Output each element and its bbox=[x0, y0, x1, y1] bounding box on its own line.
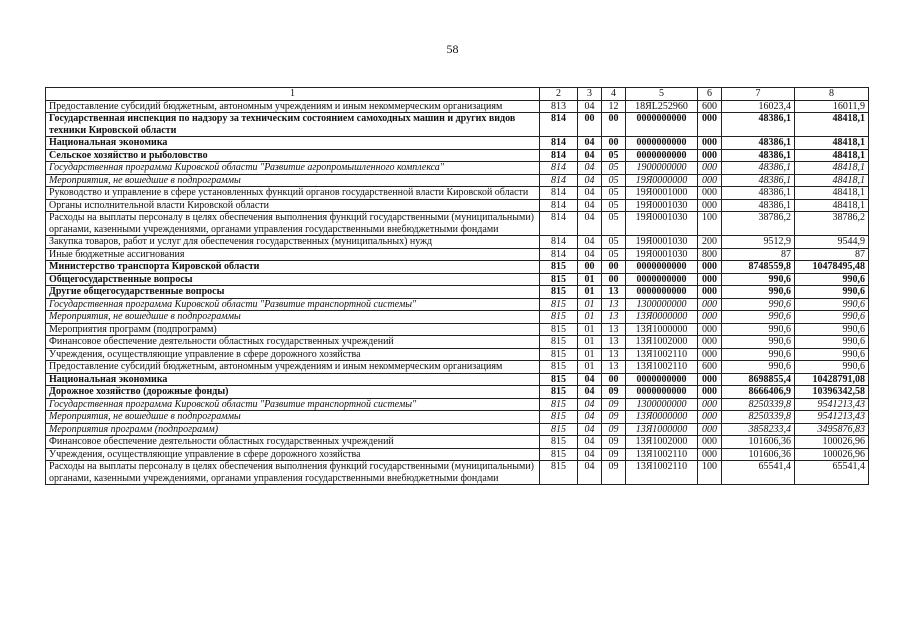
column-header: 5 bbox=[626, 88, 698, 101]
row-name-cell: Национальная экономика bbox=[46, 373, 540, 386]
row-amount-cell: 990,6 bbox=[795, 273, 869, 286]
row-expense-type-cell: 000 bbox=[698, 113, 722, 137]
row-target-code-cell: 13Я0000000 bbox=[626, 311, 698, 324]
row-subsection-cell: 00 bbox=[602, 137, 626, 150]
row-section-cell: 04 bbox=[578, 137, 602, 150]
row-code-cell: 815 bbox=[540, 273, 578, 286]
row-target-code-cell: 13Я1000000 bbox=[626, 423, 698, 436]
row-name-cell: Мероприятия программ (подпрограмм) bbox=[46, 423, 540, 436]
row-code-cell: 814 bbox=[540, 174, 578, 187]
row-amount-cell: 16011,9 bbox=[795, 100, 869, 113]
row-section-cell: 04 bbox=[578, 100, 602, 113]
row-name-cell: Органы исполнительной власти Кировской области bbox=[46, 199, 540, 212]
row-subsection-cell: 05 bbox=[602, 236, 626, 249]
row-subsection-cell: 09 bbox=[602, 398, 626, 411]
row-code-cell: 815 bbox=[540, 461, 578, 485]
row-amount-cell: 990,6 bbox=[795, 298, 869, 311]
row-target-code-cell: 0000000000 bbox=[626, 149, 698, 162]
table-row bbox=[46, 448, 869, 461]
row-subsection-cell: 13 bbox=[602, 336, 626, 349]
table-row bbox=[46, 336, 869, 349]
row-target-code-cell: 13Я1002000 bbox=[626, 336, 698, 349]
row-name-cell: Мероприятия программ (подпрограмм) bbox=[46, 323, 540, 336]
row-expense-type-cell: 000 bbox=[698, 448, 722, 461]
budget-table bbox=[45, 87, 869, 485]
row-expense-type-cell: 000 bbox=[698, 323, 722, 336]
row-section-cell: 01 bbox=[578, 311, 602, 324]
row-section-cell: 01 bbox=[578, 286, 602, 299]
row-section-cell: 01 bbox=[578, 298, 602, 311]
row-section-cell: 04 bbox=[578, 212, 602, 236]
row-amount-cell: 990,6 bbox=[722, 273, 795, 286]
row-amount-cell: 48418,1 bbox=[795, 199, 869, 212]
row-expense-type-cell: 800 bbox=[698, 248, 722, 261]
row-code-cell: 814 bbox=[540, 236, 578, 249]
row-expense-type-cell: 600 bbox=[698, 100, 722, 113]
row-code-cell: 815 bbox=[540, 323, 578, 336]
row-amount-cell: 101606,36 bbox=[722, 436, 795, 449]
row-amount-cell: 48418,1 bbox=[795, 137, 869, 150]
column-header: 2 bbox=[540, 88, 578, 101]
row-code-cell: 814 bbox=[540, 137, 578, 150]
row-section-cell: 04 bbox=[578, 187, 602, 200]
table-row bbox=[46, 261, 869, 274]
row-subsection-cell: 00 bbox=[602, 273, 626, 286]
row-code-cell: 815 bbox=[540, 286, 578, 299]
row-code-cell: 815 bbox=[540, 386, 578, 399]
row-target-code-cell: 1300000000 bbox=[626, 398, 698, 411]
page-number: 58 bbox=[446, 42, 459, 56]
row-target-code-cell: 19Я0001000 bbox=[626, 187, 698, 200]
row-section-cell: 04 bbox=[578, 411, 602, 424]
row-subsection-cell: 13 bbox=[602, 323, 626, 336]
row-amount-cell: 990,6 bbox=[722, 286, 795, 299]
table-row bbox=[46, 423, 869, 436]
row-section-cell: 00 bbox=[578, 261, 602, 274]
row-amount-cell: 48386,1 bbox=[722, 174, 795, 187]
row-name-cell: Сельское хозяйство и рыболовство bbox=[46, 149, 540, 162]
table-row bbox=[46, 286, 869, 299]
row-expense-type-cell: 600 bbox=[698, 361, 722, 374]
row-amount-cell: 990,6 bbox=[722, 323, 795, 336]
row-target-code-cell: 18ЯL252960 bbox=[626, 100, 698, 113]
row-subsection-cell: 05 bbox=[602, 212, 626, 236]
table-row bbox=[46, 212, 869, 236]
row-amount-cell: 48386,1 bbox=[722, 199, 795, 212]
row-subsection-cell: 09 bbox=[602, 386, 626, 399]
row-code-cell: 814 bbox=[540, 162, 578, 175]
column-header: 4 bbox=[602, 88, 626, 101]
table-row bbox=[46, 174, 869, 187]
row-target-code-cell: 0000000000 bbox=[626, 137, 698, 150]
row-name-cell: Национальная экономика bbox=[46, 137, 540, 150]
row-expense-type-cell: 000 bbox=[698, 348, 722, 361]
table-row bbox=[46, 137, 869, 150]
row-section-cell: 04 bbox=[578, 461, 602, 485]
row-code-cell: 815 bbox=[540, 336, 578, 349]
row-code-cell: 814 bbox=[540, 212, 578, 236]
row-name-cell: Другие общегосударственные вопросы bbox=[46, 286, 540, 299]
row-expense-type-cell: 000 bbox=[698, 436, 722, 449]
row-amount-cell: 990,6 bbox=[722, 311, 795, 324]
row-code-cell: 815 bbox=[540, 261, 578, 274]
row-name-cell: Финансовое обеспечение деятельности областных государственных учреждений bbox=[46, 436, 540, 449]
row-subsection-cell: 00 bbox=[602, 113, 626, 137]
row-name-cell: Общегосударственные вопросы bbox=[46, 273, 540, 286]
row-subsection-cell: 00 bbox=[602, 373, 626, 386]
row-code-cell: 815 bbox=[540, 436, 578, 449]
row-amount-cell: 990,6 bbox=[795, 323, 869, 336]
row-section-cell: 01 bbox=[578, 348, 602, 361]
row-amount-cell: 65541,4 bbox=[722, 461, 795, 485]
row-expense-type-cell: 000 bbox=[698, 311, 722, 324]
row-code-cell: 814 bbox=[540, 113, 578, 137]
table-row bbox=[46, 236, 869, 249]
row-name-cell: Учреждения, осуществляющие управление в сфере дорожного хозяйства bbox=[46, 348, 540, 361]
row-subsection-cell: 13 bbox=[602, 311, 626, 324]
row-target-code-cell: 13Я1002110 bbox=[626, 461, 698, 485]
row-name-cell: Закупка товаров, работ и услуг для обеспечения государственных (муниципальных) нужд bbox=[46, 236, 540, 249]
table-row bbox=[46, 436, 869, 449]
row-subsection-cell: 13 bbox=[602, 361, 626, 374]
row-code-cell: 815 bbox=[540, 361, 578, 374]
row-target-code-cell: 0000000000 bbox=[626, 261, 698, 274]
row-subsection-cell: 13 bbox=[602, 348, 626, 361]
row-amount-cell: 8250339,8 bbox=[722, 398, 795, 411]
row-expense-type-cell: 000 bbox=[698, 199, 722, 212]
row-expense-type-cell: 000 bbox=[698, 286, 722, 299]
row-code-cell: 815 bbox=[540, 348, 578, 361]
row-expense-type-cell: 000 bbox=[698, 336, 722, 349]
row-amount-cell: 8250339,8 bbox=[722, 411, 795, 424]
row-code-cell: 815 bbox=[540, 298, 578, 311]
table-row bbox=[46, 100, 869, 113]
row-amount-cell: 990,6 bbox=[722, 336, 795, 349]
row-section-cell: 04 bbox=[578, 386, 602, 399]
row-subsection-cell: 09 bbox=[602, 448, 626, 461]
row-amount-cell: 990,6 bbox=[722, 348, 795, 361]
row-amount-cell: 16023,4 bbox=[722, 100, 795, 113]
row-amount-cell: 48386,1 bbox=[722, 187, 795, 200]
row-name-cell: Государственная программа Кировской области "Развитие транспортной системы" bbox=[46, 398, 540, 411]
row-expense-type-cell: 000 bbox=[698, 411, 722, 424]
row-target-code-cell: 19Я0001030 bbox=[626, 236, 698, 249]
row-target-code-cell: 13Я0000000 bbox=[626, 411, 698, 424]
row-amount-cell: 48418,1 bbox=[795, 174, 869, 187]
row-expense-type-cell: 200 bbox=[698, 236, 722, 249]
row-name-cell: Расходы на выплаты персоналу в целях обеспечения выполнения функций государственными (муниципальными) органами, казенными учреждениями, органами управления государственными внебюджетными фондами bbox=[46, 461, 540, 485]
row-section-cell: 04 bbox=[578, 174, 602, 187]
row-expense-type-cell: 000 bbox=[698, 423, 722, 436]
row-subsection-cell: 13 bbox=[602, 298, 626, 311]
row-code-cell: 815 bbox=[540, 448, 578, 461]
row-target-code-cell: 0000000000 bbox=[626, 273, 698, 286]
row-subsection-cell: 05 bbox=[602, 174, 626, 187]
column-header: 8 bbox=[795, 88, 869, 101]
row-amount-cell: 9541213,43 bbox=[795, 398, 869, 411]
row-name-cell: Государственная инспекция по надзору за техническим состоянием самоходных машин и других видов техники Кировской области bbox=[46, 113, 540, 137]
table-row bbox=[46, 373, 869, 386]
row-subsection-cell: 13 bbox=[602, 286, 626, 299]
row-name-cell: Мероприятия, не вошедшие в подпрограммы bbox=[46, 411, 540, 424]
row-amount-cell: 990,6 bbox=[722, 298, 795, 311]
table-row bbox=[46, 113, 869, 137]
row-name-cell: Руководство и управление в сфере установленных функций органов государственной власти Кировской области bbox=[46, 187, 540, 200]
row-section-cell: 01 bbox=[578, 336, 602, 349]
row-target-code-cell: 1300000000 bbox=[626, 298, 698, 311]
row-section-cell: 04 bbox=[578, 149, 602, 162]
table-row bbox=[46, 162, 869, 175]
row-section-cell: 04 bbox=[578, 398, 602, 411]
row-name-cell: Финансовое обеспечение деятельности областных государственных учреждений bbox=[46, 336, 540, 349]
row-name-cell: Иные бюджетные ассигнования bbox=[46, 248, 540, 261]
row-amount-cell: 65541,4 bbox=[795, 461, 869, 485]
row-expense-type-cell: 000 bbox=[698, 149, 722, 162]
row-amount-cell: 990,6 bbox=[795, 348, 869, 361]
row-target-code-cell: 19Я0000000 bbox=[626, 174, 698, 187]
row-target-code-cell: 19Я0001030 bbox=[626, 199, 698, 212]
row-subsection-cell: 05 bbox=[602, 199, 626, 212]
row-target-code-cell: 13Я1000000 bbox=[626, 323, 698, 336]
column-header: 7 bbox=[722, 88, 795, 101]
row-subsection-cell: 09 bbox=[602, 461, 626, 485]
table-body bbox=[46, 88, 869, 485]
row-target-code-cell: 0000000000 bbox=[626, 373, 698, 386]
row-amount-cell: 990,6 bbox=[795, 336, 869, 349]
row-expense-type-cell: 000 bbox=[698, 386, 722, 399]
row-subsection-cell: 05 bbox=[602, 162, 626, 175]
column-header: 1 bbox=[46, 88, 540, 101]
row-name-cell: Расходы на выплаты персоналу в целях обеспечения выполнения функций государственными (муниципальными) органами, казенными учреждениями, органами управления государственными внебюджетными фондами bbox=[46, 212, 540, 236]
row-name-cell: Государственная программа Кировской области "Развитие агропромышленного комплекса" bbox=[46, 162, 540, 175]
row-section-cell: 04 bbox=[578, 423, 602, 436]
row-name-cell: Мероприятия, не вошедшие в подпрограммы bbox=[46, 311, 540, 324]
row-section-cell: 04 bbox=[578, 436, 602, 449]
row-expense-type-cell: 100 bbox=[698, 461, 722, 485]
row-target-code-cell: 0000000000 bbox=[626, 113, 698, 137]
row-expense-type-cell: 000 bbox=[698, 398, 722, 411]
row-target-code-cell: 13Я1002000 bbox=[626, 436, 698, 449]
row-section-cell: 04 bbox=[578, 236, 602, 249]
row-amount-cell: 48418,1 bbox=[795, 149, 869, 162]
row-amount-cell: 990,6 bbox=[795, 311, 869, 324]
row-amount-cell: 9544,9 bbox=[795, 236, 869, 249]
row-amount-cell: 48386,1 bbox=[722, 113, 795, 137]
table-row bbox=[46, 398, 869, 411]
column-header: 6 bbox=[698, 88, 722, 101]
row-section-cell: 04 bbox=[578, 199, 602, 212]
row-section-cell: 01 bbox=[578, 361, 602, 374]
row-amount-cell: 10428791,08 bbox=[795, 373, 869, 386]
row-subsection-cell: 09 bbox=[602, 411, 626, 424]
row-amount-cell: 8666406,9 bbox=[722, 386, 795, 399]
table-row bbox=[46, 361, 869, 374]
row-amount-cell: 101606,36 bbox=[722, 448, 795, 461]
row-subsection-cell: 05 bbox=[602, 149, 626, 162]
row-target-code-cell: 19Я0001030 bbox=[626, 248, 698, 261]
table-row bbox=[46, 187, 869, 200]
row-code-cell: 815 bbox=[540, 373, 578, 386]
column-header: 3 bbox=[578, 88, 602, 101]
row-amount-cell: 990,6 bbox=[795, 286, 869, 299]
row-target-code-cell: 13Я1002110 bbox=[626, 448, 698, 461]
row-target-code-cell: 19Я0001030 bbox=[626, 212, 698, 236]
table-row bbox=[46, 348, 869, 361]
row-amount-cell: 3495876,83 bbox=[795, 423, 869, 436]
row-amount-cell: 38786,2 bbox=[722, 212, 795, 236]
row-amount-cell: 990,6 bbox=[795, 361, 869, 374]
row-section-cell: 04 bbox=[578, 248, 602, 261]
row-amount-cell: 48418,1 bbox=[795, 162, 869, 175]
row-target-code-cell: 13Я1002110 bbox=[626, 361, 698, 374]
table-row bbox=[46, 386, 869, 399]
row-section-cell: 01 bbox=[578, 273, 602, 286]
row-name-cell: Министерство транспорта Кировской области bbox=[46, 261, 540, 274]
row-name-cell: Учреждения, осуществляющие управление в сфере дорожного хозяйства bbox=[46, 448, 540, 461]
row-name-cell: Государственная программа Кировской области "Развитие транспортной системы" bbox=[46, 298, 540, 311]
row-expense-type-cell: 100 bbox=[698, 212, 722, 236]
row-expense-type-cell: 000 bbox=[698, 298, 722, 311]
row-code-cell: 814 bbox=[540, 187, 578, 200]
table-row bbox=[46, 298, 869, 311]
row-amount-cell: 100026,96 bbox=[795, 436, 869, 449]
row-expense-type-cell: 000 bbox=[698, 373, 722, 386]
row-section-cell: 04 bbox=[578, 373, 602, 386]
row-name-cell: Предоставление субсидий бюджетным, автономным учреждениям и иным некоммерческим организациям bbox=[46, 100, 540, 113]
row-amount-cell: 10478495,48 bbox=[795, 261, 869, 274]
row-subsection-cell: 00 bbox=[602, 261, 626, 274]
row-code-cell: 814 bbox=[540, 149, 578, 162]
header-row bbox=[46, 88, 869, 101]
row-amount-cell: 8698855,4 bbox=[722, 373, 795, 386]
row-target-code-cell: 13Я1002110 bbox=[626, 348, 698, 361]
row-code-cell: 815 bbox=[540, 311, 578, 324]
row-amount-cell: 10396342,58 bbox=[795, 386, 869, 399]
table-row bbox=[46, 149, 869, 162]
row-name-cell: Дорожное хозяйство (дорожные фонды) bbox=[46, 386, 540, 399]
row-expense-type-cell: 000 bbox=[698, 187, 722, 200]
row-amount-cell: 48386,1 bbox=[722, 137, 795, 150]
row-section-cell: 01 bbox=[578, 323, 602, 336]
row-expense-type-cell: 000 bbox=[698, 261, 722, 274]
row-code-cell: 813 bbox=[540, 100, 578, 113]
row-expense-type-cell: 000 bbox=[698, 174, 722, 187]
row-target-code-cell: 0000000000 bbox=[626, 386, 698, 399]
row-section-cell: 04 bbox=[578, 162, 602, 175]
row-amount-cell: 48418,1 bbox=[795, 187, 869, 200]
table-row bbox=[46, 461, 869, 485]
row-amount-cell: 48418,1 bbox=[795, 113, 869, 137]
row-amount-cell: 8748559,8 bbox=[722, 261, 795, 274]
table-row bbox=[46, 199, 869, 212]
table-row bbox=[46, 273, 869, 286]
row-expense-type-cell: 000 bbox=[698, 273, 722, 286]
row-amount-cell: 9541213,43 bbox=[795, 411, 869, 424]
row-name-cell: Предоставление субсидий бюджетным, автономным учреждениям и иным некоммерческим организациям bbox=[46, 361, 540, 374]
row-subsection-cell: 05 bbox=[602, 248, 626, 261]
table-row bbox=[46, 323, 869, 336]
row-amount-cell: 100026,96 bbox=[795, 448, 869, 461]
row-target-code-cell: 1900000000 bbox=[626, 162, 698, 175]
row-target-code-cell: 0000000000 bbox=[626, 286, 698, 299]
row-code-cell: 814 bbox=[540, 248, 578, 261]
row-amount-cell: 48386,1 bbox=[722, 149, 795, 162]
row-code-cell: 815 bbox=[540, 423, 578, 436]
row-amount-cell: 87 bbox=[795, 248, 869, 261]
row-expense-type-cell: 000 bbox=[698, 137, 722, 150]
table-row bbox=[46, 311, 869, 324]
row-subsection-cell: 09 bbox=[602, 436, 626, 449]
row-code-cell: 815 bbox=[540, 411, 578, 424]
row-expense-type-cell: 000 bbox=[698, 162, 722, 175]
table-row bbox=[46, 411, 869, 424]
row-code-cell: 815 bbox=[540, 398, 578, 411]
row-subsection-cell: 12 bbox=[602, 100, 626, 113]
row-subsection-cell: 05 bbox=[602, 187, 626, 200]
row-code-cell: 814 bbox=[540, 199, 578, 212]
row-section-cell: 00 bbox=[578, 113, 602, 137]
row-amount-cell: 990,6 bbox=[722, 361, 795, 374]
row-amount-cell: 48386,1 bbox=[722, 162, 795, 175]
row-amount-cell: 9512,9 bbox=[722, 236, 795, 249]
row-amount-cell: 87 bbox=[722, 248, 795, 261]
row-name-cell: Мероприятия, не вошедшие в подпрограммы bbox=[46, 174, 540, 187]
row-amount-cell: 3858233,4 bbox=[722, 423, 795, 436]
row-amount-cell: 38786,2 bbox=[795, 212, 869, 236]
row-section-cell: 04 bbox=[578, 448, 602, 461]
table-row bbox=[46, 248, 869, 261]
row-subsection-cell: 09 bbox=[602, 423, 626, 436]
